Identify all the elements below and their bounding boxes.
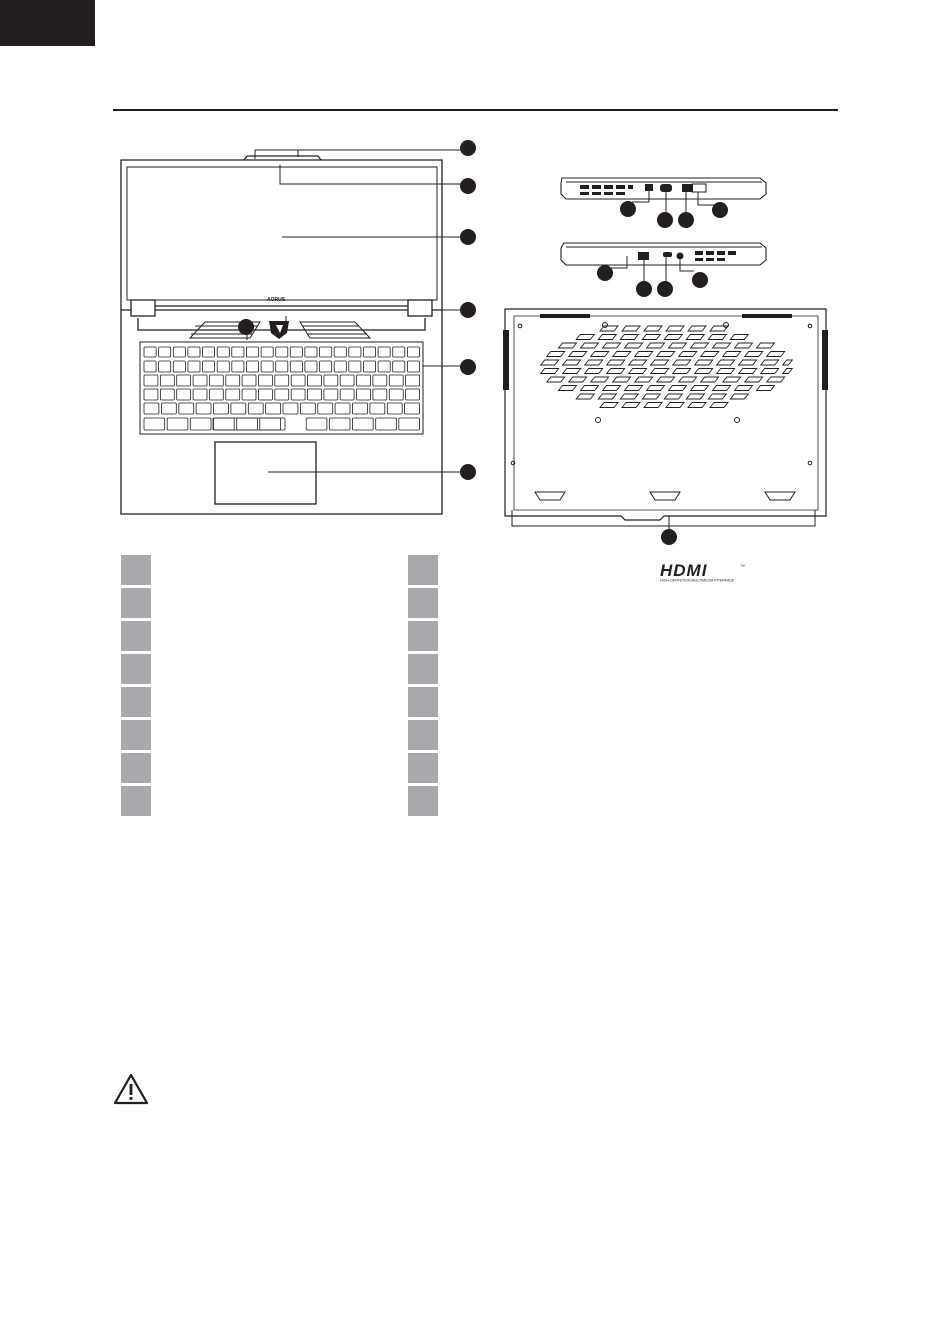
keyboard-key: [406, 389, 420, 400]
vent-slot: [708, 335, 726, 340]
vent-slot: [664, 394, 682, 399]
keyboard-key: [320, 361, 332, 372]
legend-number-box: [408, 687, 438, 717]
vent-slot: [757, 343, 775, 348]
keyboard-key: [203, 347, 215, 357]
keyboard-key: [160, 375, 174, 386]
keyboard-key: [340, 389, 354, 400]
legend-number-box: [408, 621, 438, 651]
keyboard-key: [232, 361, 244, 372]
vent-slot: [600, 403, 618, 408]
legend-right-column: [408, 555, 608, 819]
keyboard-key: [237, 418, 258, 430]
vent-slot: [701, 377, 719, 382]
vent-slot: [717, 360, 735, 365]
language-tab: [0, 0, 95, 46]
keyboard-spacebar: [213, 418, 285, 430]
svg-text:HIGH-DEFINITION MULTIMEDIA INT: HIGH-DEFINITION MULTIMEDIA INTERFACE: [660, 578, 735, 583]
hdmi-logo: [660, 561, 750, 588]
vent-slot: [717, 369, 735, 374]
legend-row: [121, 786, 381, 819]
vent-slot: [613, 377, 631, 382]
vent-slot: [622, 403, 640, 408]
vent-slot: [620, 394, 638, 399]
keyboard-key: [179, 403, 194, 414]
keyboard-key: [226, 389, 240, 400]
keyboard-key: [231, 403, 246, 414]
keyboard-key: [217, 347, 229, 357]
keyboard-key: [159, 361, 171, 372]
vent-slot: [591, 377, 609, 382]
vent-slot: [585, 360, 603, 365]
keyboard-key: [188, 361, 200, 372]
keyboard-key: [353, 418, 374, 430]
callout-marker: [460, 178, 476, 194]
keyboard-key: [259, 375, 273, 386]
keyboard-key: [320, 347, 332, 357]
header-rule: [113, 109, 838, 111]
vent-slot: [745, 352, 763, 357]
vent-slot: [767, 352, 785, 357]
vent-slot: [635, 352, 653, 357]
vent-slot: [688, 403, 706, 408]
keyboard-key: [378, 361, 390, 372]
keyboard-key: [364, 361, 376, 372]
legend-number-box: [408, 786, 438, 816]
legend-row: [408, 753, 608, 786]
vent-slot: [569, 352, 587, 357]
keyboard-key: [290, 361, 302, 372]
keyboard-key: [378, 347, 390, 357]
keyboard-key: [275, 389, 289, 400]
vent-slot: [585, 369, 603, 374]
keyboard-key: [144, 361, 156, 372]
keyboard-key: [193, 375, 207, 386]
vent-slot: [541, 369, 559, 374]
legend-row: [121, 753, 381, 786]
legend-row: [408, 588, 608, 621]
keyboard-key: [190, 418, 211, 430]
keyboard-key: [144, 389, 158, 400]
legend-number-box: [121, 687, 151, 717]
keyboard-key: [203, 361, 215, 372]
keyboard-key: [318, 403, 333, 414]
legend-row: [121, 687, 381, 720]
keyboard-key: [242, 389, 256, 400]
vent-slot: [651, 369, 669, 374]
svg-text:™: ™: [740, 564, 745, 570]
callout-marker: [460, 464, 476, 480]
callout-marker: [712, 202, 728, 218]
vent-slot: [691, 343, 709, 348]
vent-slot: [563, 369, 581, 374]
keyboard-key: [305, 361, 317, 372]
laptop-right-side-view-figure: [555, 165, 770, 230]
keyboard-key: [335, 403, 350, 414]
vent-slot: [723, 377, 741, 382]
keyboard-key: [261, 361, 273, 372]
legend-number-box: [121, 588, 151, 618]
keyboard-key: [261, 347, 273, 357]
keyboard-key: [300, 403, 315, 414]
callout-marker: [460, 140, 476, 156]
keyboard-key: [290, 347, 302, 357]
keyboard-key: [329, 418, 350, 430]
keyboard-key: [407, 361, 419, 372]
callout-marker: [460, 229, 476, 245]
vent-slot: [695, 369, 713, 374]
keyboard-key: [161, 403, 176, 414]
vent-slot: [686, 394, 704, 399]
vent-slot: [783, 360, 793, 365]
vent-slot: [730, 335, 748, 340]
vent-slot: [576, 335, 594, 340]
callout-marker: [620, 201, 636, 217]
vent-slot: [598, 394, 616, 399]
keyboard-key: [291, 389, 305, 400]
keyboard-key: [334, 361, 346, 372]
keyboard-key: [214, 418, 235, 430]
keyboard-key: [232, 347, 244, 357]
legend-row: [408, 654, 608, 687]
keyboard-key: [349, 361, 361, 372]
legend-row: [408, 786, 608, 819]
vent-slot: [647, 386, 665, 391]
keyboard-key: [177, 375, 191, 386]
keyboard-key: [242, 375, 256, 386]
keyboard-key: [177, 389, 191, 400]
keyboard-key: [308, 375, 322, 386]
legend-number-box: [121, 621, 151, 651]
legend-number-box: [121, 654, 151, 684]
vent-slot: [673, 369, 691, 374]
vent-slot: [635, 377, 653, 382]
vent-slot: [547, 377, 565, 382]
keyboard-key: [193, 389, 207, 400]
keyboard-key: [167, 418, 188, 430]
keyboard-key: [399, 418, 420, 430]
vent-slot: [647, 343, 665, 348]
vent-slot: [642, 335, 660, 340]
keyboard-key: [373, 389, 387, 400]
vent-slot: [701, 352, 719, 357]
vent-slot: [713, 386, 731, 391]
keyboard-key: [306, 418, 327, 430]
keyboard-key: [217, 361, 229, 372]
keyboard-key: [226, 375, 240, 386]
legend-number-box: [121, 753, 151, 783]
vent-slot: [642, 394, 660, 399]
vent-slot: [629, 360, 647, 365]
keyboard-key: [209, 375, 223, 386]
vent-slot: [735, 343, 753, 348]
svg-text:HDMI: HDMI: [660, 561, 708, 580]
vent-slot: [739, 369, 757, 374]
svg-text:AORUS: AORUS: [266, 297, 286, 303]
vent-slot: [563, 360, 581, 365]
legend-number-box: [121, 555, 151, 585]
vent-slot: [651, 360, 669, 365]
vent-slot: [745, 377, 763, 382]
keyboard-key: [214, 403, 229, 414]
vent-slot: [598, 335, 616, 340]
vent-slot: [730, 394, 748, 399]
keyboard-key: [259, 389, 273, 400]
legend-row: [408, 687, 608, 720]
vent-slot: [622, 326, 640, 331]
vent-slot: [761, 369, 779, 374]
vent-slot: [541, 360, 559, 365]
keyboard-key: [405, 403, 420, 414]
legend-number-box: [408, 720, 438, 750]
keyboard-key: [406, 375, 420, 386]
vent-slot: [710, 403, 728, 408]
vent-slot: [739, 360, 757, 365]
legend-left-column: [121, 555, 381, 819]
keyboard-key: [393, 347, 405, 357]
legend-number-box: [408, 753, 438, 783]
vent-slot: [657, 352, 675, 357]
keyboard-key: [357, 389, 371, 400]
keyboard-key: [370, 403, 385, 414]
vent-slot: [591, 352, 609, 357]
vent-slot: [695, 360, 713, 365]
keyboard-key: [196, 403, 211, 414]
keyboard-key: [260, 418, 281, 430]
legend-row: [121, 588, 381, 621]
vent-slot: [666, 326, 684, 331]
callout-marker: [460, 302, 476, 318]
keyboard-key: [389, 389, 403, 400]
legend-row: [408, 720, 608, 753]
legend-row: [408, 555, 608, 588]
keyboard-key: [357, 375, 371, 386]
keyboard-key: [334, 347, 346, 357]
keyboard-key: [246, 347, 258, 357]
keyboard-key: [173, 361, 185, 372]
vent-slot: [613, 352, 631, 357]
vent-slot: [679, 352, 697, 357]
vent-slot: [686, 335, 704, 340]
laptop-top-view-figure: [110, 135, 485, 520]
vent-slot: [666, 403, 684, 408]
callout-marker: [597, 265, 613, 281]
keyboard-key: [283, 403, 298, 414]
vent-slot: [673, 360, 691, 365]
keyboard-key: [291, 375, 305, 386]
vent-slot: [767, 377, 785, 382]
legend-number-box: [408, 588, 438, 618]
vent-slot: [691, 386, 709, 391]
keyboard-key: [373, 375, 387, 386]
legend-number-box: [121, 786, 151, 816]
vent-slot: [620, 335, 638, 340]
keyboard-key: [349, 347, 361, 357]
vent-slot: [581, 343, 599, 348]
keyboard-key: [144, 418, 165, 430]
keyboard-key: [144, 347, 156, 357]
vent-slot: [576, 394, 594, 399]
callout-marker: [460, 359, 476, 375]
callout-marker: [657, 212, 673, 228]
keyboard-key: [160, 389, 174, 400]
keyboard-key: [276, 347, 288, 357]
callout-marker: [692, 272, 708, 288]
keyboard-key: [275, 375, 289, 386]
vent-slot: [625, 343, 643, 348]
vent-slot: [644, 326, 662, 331]
vent-slot: [644, 403, 662, 408]
vent-slot: [757, 386, 775, 391]
vent-slot: [657, 377, 675, 382]
legend-number-box: [121, 720, 151, 750]
keyboard-key: [305, 347, 317, 357]
vent-slot: [581, 386, 599, 391]
vent-slot: [603, 343, 621, 348]
vent-slot: [559, 386, 577, 391]
keyboard-key: [266, 403, 281, 414]
keyboard-key: [407, 347, 419, 357]
keyboard-key: [209, 389, 223, 400]
vent-slot: [669, 343, 687, 348]
keyboard-key: [376, 418, 397, 430]
vent-slot: [629, 369, 647, 374]
keyboard-key: [393, 361, 405, 372]
keyboard-key: [389, 375, 403, 386]
vent-slot: [603, 386, 621, 391]
keyboard-key: [144, 403, 159, 414]
legend-row: [121, 621, 381, 654]
keyboard-key: [188, 347, 200, 357]
vent-slot: [607, 360, 625, 365]
warning-triangle-icon: [113, 1073, 149, 1110]
callout-marker: [661, 529, 677, 545]
vent-slot: [783, 369, 793, 374]
vent-slot: [625, 386, 643, 391]
vent-slot: [708, 394, 726, 399]
keyboard-key: [353, 403, 368, 414]
vent-slot: [669, 386, 687, 391]
keyboard-key: [173, 347, 185, 357]
vent-slot: [559, 343, 577, 348]
legend-row: [408, 621, 608, 654]
callout-marker: [238, 319, 254, 335]
keyboard-key: [159, 347, 171, 357]
vent-slot: [713, 343, 731, 348]
keyboard-key: [340, 375, 354, 386]
callout-marker: [678, 212, 694, 228]
vent-slot: [664, 335, 682, 340]
legend-number-box: [408, 555, 438, 585]
laptop-bottom-view-figure: [495, 300, 835, 550]
legend-row: [121, 720, 381, 753]
callout-marker: [636, 281, 652, 297]
callout-markers: [597, 265, 708, 297]
vent-slot: [569, 377, 587, 382]
vent-slot: [547, 352, 565, 357]
callout-marker: [657, 281, 673, 297]
vent-slot: [688, 326, 706, 331]
keyboard-key: [248, 403, 263, 414]
keyboard-key: [324, 389, 338, 400]
keyboard-key: [246, 361, 258, 372]
keyboard-key: [144, 375, 158, 386]
vent-slot: [607, 369, 625, 374]
keyboard-key: [276, 361, 288, 372]
vent-slot: [710, 326, 728, 331]
laptop-left-side-view-figure: [555, 235, 770, 300]
keyboard-key: [308, 389, 322, 400]
keyboard-key: [324, 375, 338, 386]
keyboard-key: [387, 403, 402, 414]
vent-slot: [761, 360, 779, 365]
keyboard-key: [364, 347, 376, 357]
vent-slot: [679, 377, 697, 382]
legend-row: [121, 654, 381, 687]
vent-slot: [735, 386, 753, 391]
legend-number-box: [408, 654, 438, 684]
vent-slot: [723, 352, 741, 357]
legend-row: [121, 555, 381, 588]
